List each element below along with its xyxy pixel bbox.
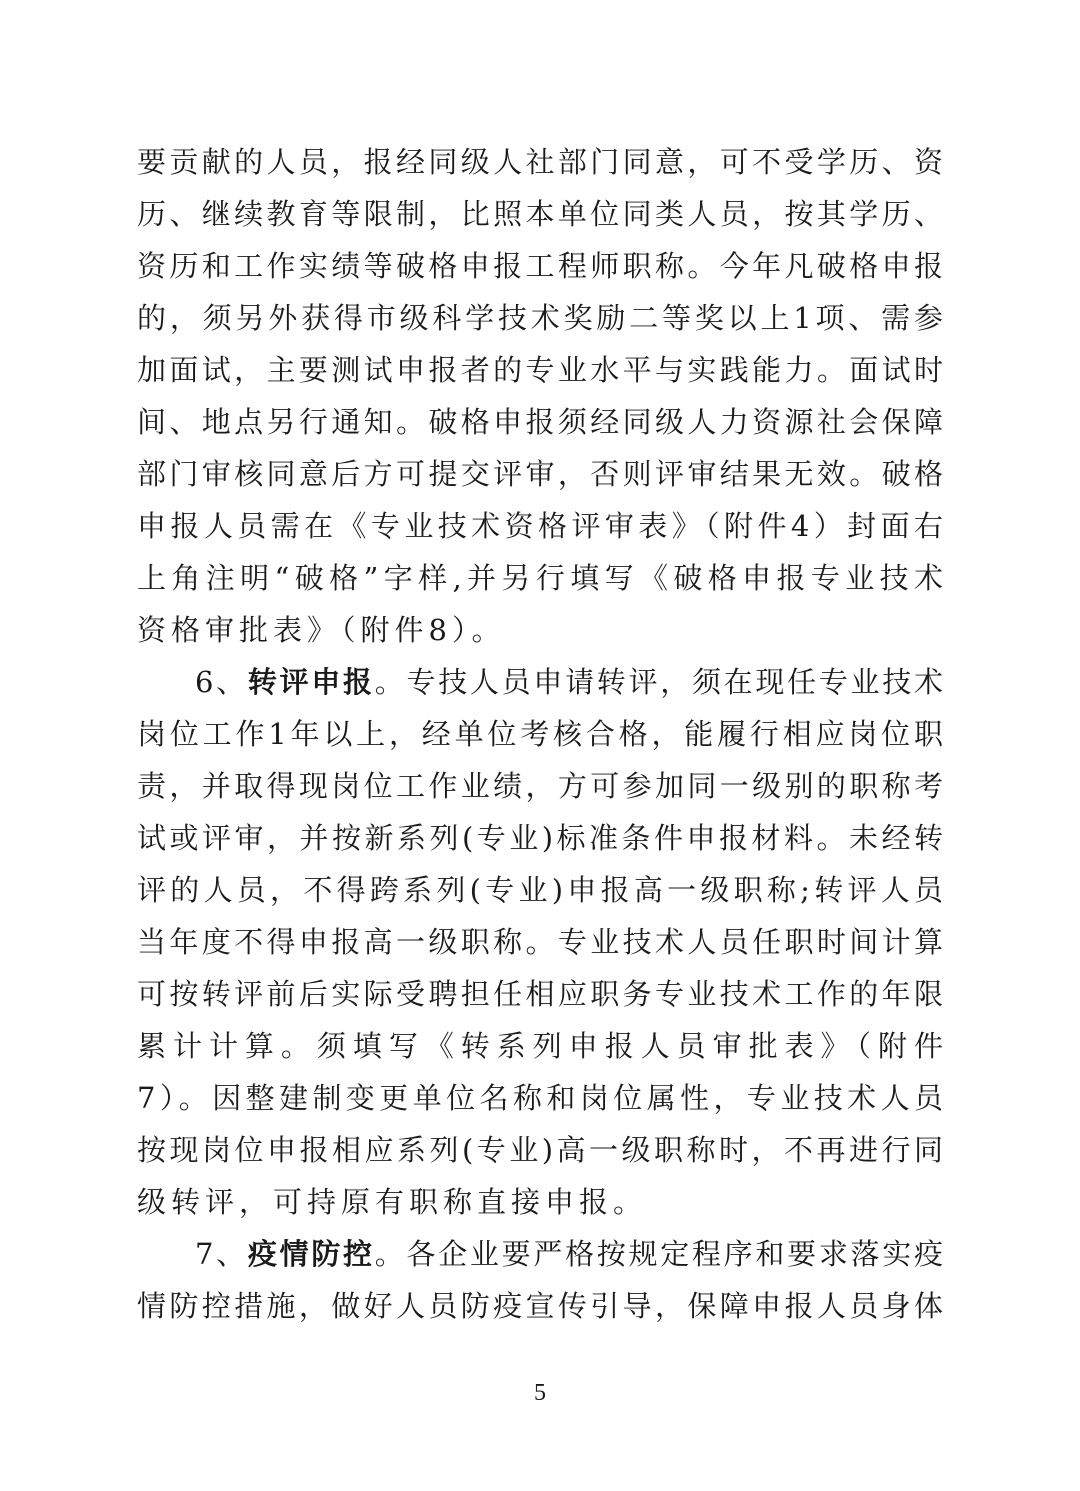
text-line: 可按转评前后实际受聘担任相应职务专业技术工作的年限 — [137, 977, 943, 1011]
text-line: 试或评审，并按新系列(专业)标准条件申报材料。未经转 — [137, 821, 943, 855]
text-line: 的，须另外获得市级科学技术奖励二等奖以上1项、需参 — [137, 301, 943, 335]
paragraph-7-first-line — [195, 1234, 943, 1274]
text-span: 。专技人员申请转评，须在现任专业技术 — [374, 665, 943, 699]
item-number: 6、 — [195, 665, 248, 699]
text-line: 上角注明“破格”字样,并另行填写《破格申报专业技术 — [137, 561, 943, 595]
text-line: 评的人员，不得跨系列(专业)申报高一级职称;转评人员 — [137, 873, 943, 907]
text-line: 要贡献的人员，报经同级人社部门同意，可不受学历、资 — [137, 145, 943, 179]
item-number: 7、 — [195, 1237, 248, 1271]
page-number: 5 — [534, 1380, 546, 1406]
text-line: 历、继续教育等限制，比照本单位同类人员，按其学历、 — [137, 197, 943, 231]
text-line: 部门审核同意后方可提交评审，否则评审结果无效。破格 — [137, 457, 943, 491]
paragraph-6-first-line — [195, 662, 943, 702]
section-heading: 转评申报 — [247, 665, 375, 699]
text-span: 。各企业要严格按规定程序和要求落实疫 — [374, 1237, 943, 1271]
text-line: 责，并取得现岗位工作业绩，方可参加同一级别的职称考 — [137, 769, 943, 803]
text-line: 岗位工作1年以上，经单位考核合格，能履行相应岗位职 — [137, 717, 943, 751]
text-line: 加面试，主要测试申报者的专业水平与实践能力。面试时 — [137, 353, 943, 387]
text-line: 间、地点另行通知。破格申报须经同级人力资源社会保障 — [137, 405, 943, 439]
section-heading: 疫情防控 — [247, 1237, 375, 1271]
text-line: 当年度不得申报高一级职称。专业技术人员任职时间计算 — [137, 925, 943, 959]
text-line: 累计计算。须填写《转系列申报人员审批表》（附件 — [137, 1029, 943, 1063]
text-line: 情防控措施，做好人员防疫宣传引导，保障申报人员身体 — [137, 1289, 943, 1323]
text-line: 申报人员需在《专业技术资格评审表》（附件4）封面右 — [137, 509, 943, 543]
text-line: 7）。因整建制变更单位名称和岗位属性，专业技术人员 — [137, 1081, 943, 1115]
text-line: 按现岗位申报相应系列(专业)高一级职称时，不再进行同 — [137, 1133, 943, 1167]
text-line: 级转评，可持原有职称直接申报。 — [137, 1185, 648, 1219]
text-line: 资格审批表》（附件8）。 — [137, 613, 506, 647]
text-line: 资历和工作实绩等破格申报工程师职称。今年凡破格申报 — [137, 249, 943, 283]
